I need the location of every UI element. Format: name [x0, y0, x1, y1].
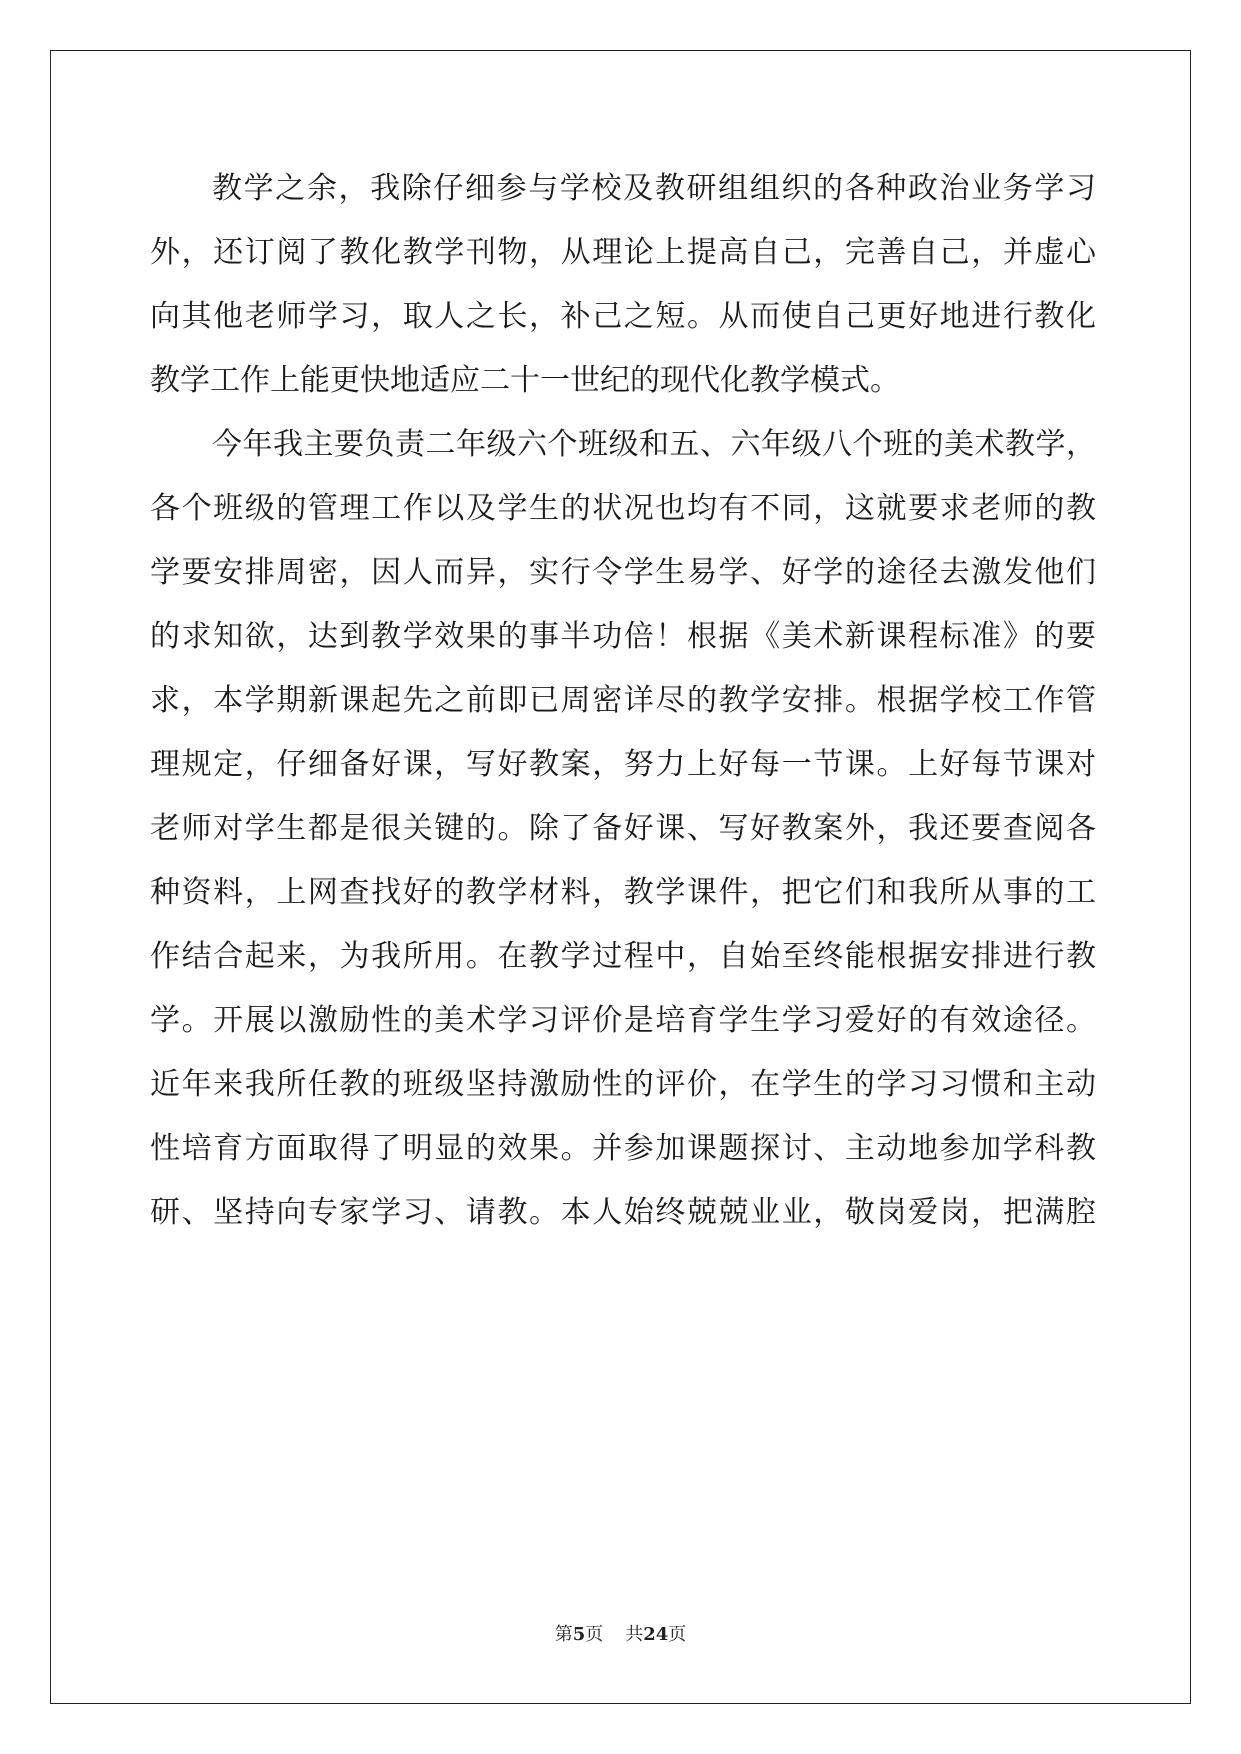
paragraph-2-line-5: 求，本学期新课起先之前即已周密详尽的教学安排。根据学校工作管 — [150, 683, 1096, 718]
total-prefix: 共 — [625, 1624, 644, 1645]
document-body — [150, 157, 1096, 1245]
paragraph-1-line-4: 教学工作上能更快地适应二十一世纪的现代化教学模式。 — [150, 363, 900, 398]
paragraph-2-line-10: 学。开展以激励性的美术学习评价是培育学生学习爱好的有效途径。 — [150, 1003, 1096, 1038]
paragraph-2-line-9: 作结合起来，为我所用。在教学过程中，自始至终能根据安排进行教 — [150, 939, 1096, 974]
page-prefix: 第 — [554, 1624, 573, 1645]
total-suffix: 页 — [668, 1624, 687, 1645]
paragraph-2-line-2: 各个班级的管理工作以及学生的状况也均有不同，这就要求老师的教 — [150, 491, 1096, 526]
paragraph-1-line-3: 向其他老师学习，取人之长，补己之短。从而使自己更好地进行教化 — [150, 299, 1096, 334]
paragraph-2-line-6: 理规定，仔细备好课，写好教案，努力上好每一节课。上好每节课对 — [150, 747, 1096, 782]
paragraph-2-line-11: 近年来我所任教的班级坚持激励性的评价，在学生的学习习惯和主动 — [150, 1067, 1096, 1102]
paragraph-1-line-1: 教学之余，我除仔细参与学校及教研组组织的各种政治业务学习 — [212, 171, 1096, 206]
total-pages: 24 — [643, 1624, 669, 1645]
paragraph-2-line-3: 学要安排周密，因人而异，实行令学生易学、好学的途径去激发他们 — [150, 555, 1096, 590]
paragraph-2-line-13: 研、坚持向专家学习、请教。本人始终兢兢业业，敬岗爱岗，把满腔 — [150, 1195, 1096, 1230]
paragraph-2-line-1: 今年我主要负责二年级六个班级和五、六年级八个班的美术教学， — [212, 427, 1096, 462]
paragraph-1-line-2: 外，还订阅了教化教学刊物，从理论上提高自己，完善自己，并虚心 — [150, 235, 1096, 270]
paragraph-2-line-7: 老师对学生都是很关键的。除了备好课、写好教案外，我还要查阅各 — [150, 811, 1096, 846]
paragraph-2-line-12: 性培育方面取得了明显的效果。并参加课题探讨、主动地参加学科教 — [150, 1131, 1096, 1166]
paragraph-2-line-4: 的求知欲，达到教学效果的事半功倍！根据《美术新课程标准》的要 — [150, 619, 1096, 654]
paragraph-2-line-8: 种资料，上网查找好的教学材料，教学课件，把它们和我所从事的工 — [150, 875, 1096, 910]
page-footer — [0, 1623, 1241, 1647]
page-suffix: 页 — [585, 1624, 604, 1645]
page-number: 5 — [572, 1624, 586, 1645]
